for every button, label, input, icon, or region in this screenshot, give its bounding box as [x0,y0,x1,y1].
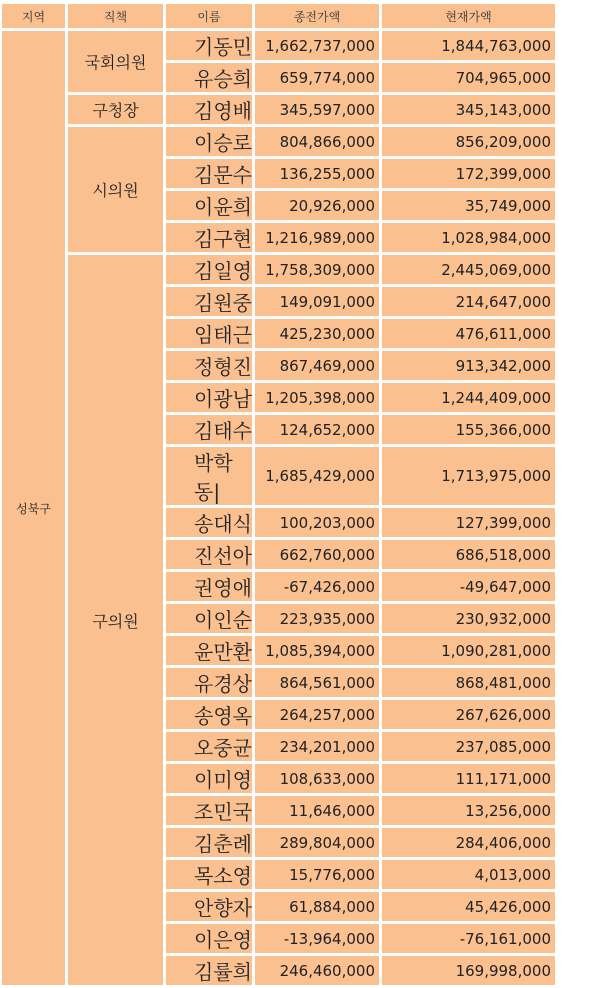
previous-value-cell: 11,646,000 [255,796,379,825]
previous-value-cell: 223,935,000 [255,604,379,633]
name-cell: 조민국 [166,796,252,825]
current-value-cell: 111,171,000 [382,764,555,793]
previous-value-cell: 264,257,000 [255,700,379,729]
previous-value-cell: 1,758,309,000 [255,255,379,284]
name-cell: 유승희 [166,63,252,92]
name-cell: 정형진 [166,351,252,380]
name-cell: 유경상 [166,668,252,697]
current-value-cell: -76,161,000 [382,924,555,953]
current-value-cell: 214,647,000 [382,287,555,316]
name-cell: 김문수 [166,159,252,188]
name-cell: 안향자 [166,892,252,921]
header-current-value: 현재가액 [382,4,555,28]
previous-value-cell: 100,203,000 [255,508,379,537]
previous-value-cell: 136,255,000 [255,159,379,188]
previous-value-cell: 1,685,429,000 [255,447,379,505]
current-value-cell: 704,965,000 [382,63,555,92]
current-value-cell: -49,647,000 [382,572,555,601]
previous-value-cell: 61,884,000 [255,892,379,921]
name-cell: 이은영 [166,924,252,953]
name-cell: 기동민 [166,31,252,60]
header-position: 직책 [68,4,163,28]
current-value-cell: 172,399,000 [382,159,555,188]
header-name: 이름 [166,4,252,28]
previous-value-cell: 246,460,000 [255,956,379,985]
name-cell: 김원중 [166,287,252,316]
name-cell: 진선아 [166,540,252,569]
current-value-cell: 4,013,000 [382,860,555,889]
previous-value-cell: -67,426,000 [255,572,379,601]
current-value-cell: 237,085,000 [382,732,555,761]
name-cell: 윤만환 [166,636,252,665]
name-cell: 임태근 [166,319,252,348]
name-cell: 김구현 [166,223,252,252]
previous-value-cell: 804,866,000 [255,127,379,156]
current-value-cell: 169,998,000 [382,956,555,985]
table-row [2,95,555,124]
previous-value-cell: 15,776,000 [255,860,379,889]
table-row [2,127,555,156]
current-value-cell: 230,932,000 [382,604,555,633]
current-value-cell: 13,256,000 [382,796,555,825]
current-value-cell: 127,399,000 [382,508,555,537]
previous-value-cell: 425,230,000 [255,319,379,348]
current-value-cell: 868,481,000 [382,668,555,697]
current-value-cell: 35,749,000 [382,191,555,220]
name-cell: 권영애 [166,572,252,601]
previous-value-cell: 1,085,394,000 [255,636,379,665]
current-value-cell: 686,518,000 [382,540,555,569]
previous-value-cell: 108,633,000 [255,764,379,793]
current-value-cell: 476,611,000 [382,319,555,348]
table-body [2,31,555,985]
position-cell: 시의원 [68,127,163,252]
position-cell: 구청장 [68,95,163,124]
current-value-cell: 345,143,000 [382,95,555,124]
asset-table [0,1,558,988]
previous-value-cell: 864,561,000 [255,668,379,697]
name-cell: 이승로 [166,127,252,156]
name-cell: 김일영 [166,255,252,284]
position-cell: 구의원 [68,255,163,985]
name-cell: 김률희 [166,956,252,985]
position-cell: 국회의원 [68,31,163,92]
current-value-cell: 2,445,069,000 [382,255,555,284]
previous-value-cell: 1,216,989,000 [255,223,379,252]
previous-value-cell: 659,774,000 [255,63,379,92]
table-row [2,31,555,60]
previous-value-cell: 124,652,000 [255,415,379,444]
region-cell: 성북구 [2,31,65,985]
previous-value-cell: -13,964,000 [255,924,379,953]
previous-value-cell: 289,804,000 [255,828,379,857]
current-value-cell: 1,090,281,000 [382,636,555,665]
name-cell: 이미영 [166,764,252,793]
name-cell: 오중균 [166,732,252,761]
name-cell: 이광남 [166,383,252,412]
current-value-cell: 856,209,000 [382,127,555,156]
name-cell: 김태수 [166,415,252,444]
table-row [2,255,555,284]
current-value-cell: 1,844,763,000 [382,31,555,60]
name-cell: 이인순 [166,604,252,633]
current-value-cell: 1,028,984,000 [382,223,555,252]
header-region: 지역 [2,4,65,28]
header-row [2,4,555,28]
current-value-cell: 155,366,000 [382,415,555,444]
previous-value-cell: 149,091,000 [255,287,379,316]
name-cell: 송영옥 [166,700,252,729]
header-previous-value: 종전가액 [255,4,379,28]
name-cell: 이윤희 [166,191,252,220]
previous-value-cell: 234,201,000 [255,732,379,761]
current-value-cell: 1,244,409,000 [382,383,555,412]
current-value-cell: 1,713,975,000 [382,447,555,505]
previous-value-cell: 345,597,000 [255,95,379,124]
current-value-cell: 267,626,000 [382,700,555,729]
name-cell: 김춘례 [166,828,252,857]
current-value-cell: 284,406,000 [382,828,555,857]
previous-value-cell: 662,760,000 [255,540,379,569]
previous-value-cell: 1,662,737,000 [255,31,379,60]
previous-value-cell: 20,926,000 [255,191,379,220]
current-value-cell: 45,426,000 [382,892,555,921]
name-cell: 박학동| [166,447,252,505]
name-cell: 송대식 [166,508,252,537]
previous-value-cell: 1,205,398,000 [255,383,379,412]
name-cell: 김영배 [166,95,252,124]
previous-value-cell: 867,469,000 [255,351,379,380]
current-value-cell: 913,342,000 [382,351,555,380]
name-cell: 목소영 [166,860,252,889]
